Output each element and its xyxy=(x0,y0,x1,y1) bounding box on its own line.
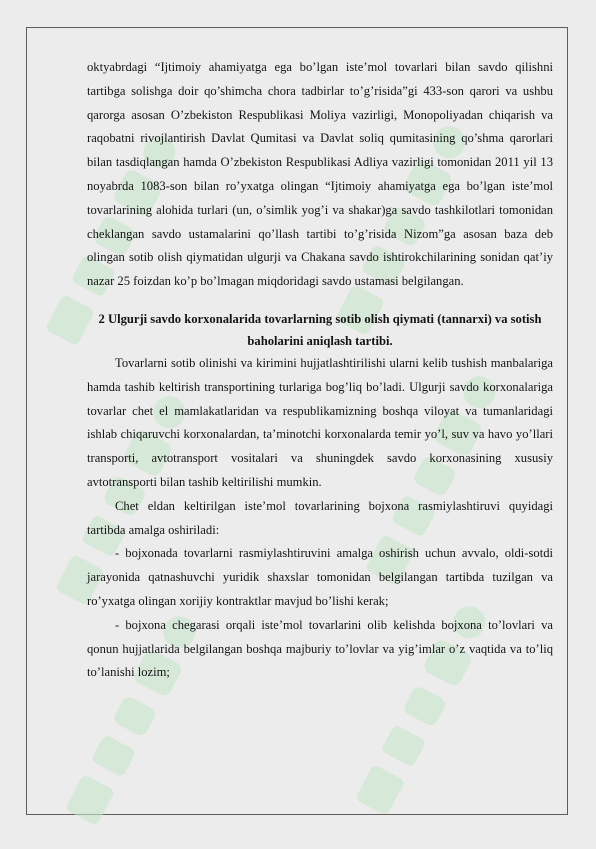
paragraph-1: oktyabrdagi “Ijtimoiy ahamiyatga ega bo’lgan iste’mol tovarlari bilan savdo qilishni tartibga solishga doir qo’shimcha chora tadbirlar to’g’risida”gi 433-son qarori va ushbu qarorga asosan O’zbekiston Respublikasi Moliya vazirligi, Monopoliyadan chiqarish va raqobatni rivojlantirish Davlat Qumitasi va Davlat soliq qumitasining qo’shma qarorlari bilan tasdiqlangan hamda O’zbekiston Respublikasi Adliya vazirligi tomonidan 2011 yil 13 noyabrda 1083-son bilan ro’yxatga olingan “Ijtimoiy ahamiyatga ega bo’lgan iste’mol tovarlarining alohida turlari (un, o’simlik yog’i va shakar)ga savdo tashkilotlari tomonidan cheklangan savdo ustamalarini qo’llash tartibi to’g’risida Nizom”ga asosan baza deb olingan sotib olish qiymatidan ulgurji va Chakana savdo ishtirokchilarining sonidan qat’iy nazar 25 foizdan ko’p bo’lmagan miqdoridagi savdo ustamasi belgilangan. xyxy=(87,60,553,289)
section-heading: 2 Ulgurji savdo korxonalarida tovarlarning sotib olish qiymati (tannarxi) va sotish baholarini aniqlash tartibi. xyxy=(98,311,542,348)
paragraph-4: - bojxonada tovarlarni rasmiylashtiruvini amalga oshirish uchun avvalo, oldi-sotdi jarayonida qatnashuvchi yuridik shaxslar tomonidan belgilangan tartibda tuzilgan va ro’yxatga olingan xorijiy kontraktlar mavjud bo’lishi kerak; xyxy=(87,546,553,608)
document-body xyxy=(87,56,553,685)
paragraph-5: - bojxona chegarasi orqali iste’mol tovarlarini olib kelishda bojxona to’lovlari va qonun hujjatlarida belgilangan boshqa majburiy to’lovlar va yig’imlar o’z vaqtida va to’liq to’lanishi lozim; xyxy=(87,617,553,680)
paragraph-3: Chet eldan keltirilgan iste’mol tovarlarining bojxona rasmiylashtiruvi quyidagi tartibda amalga oshiriladi: xyxy=(87,498,553,537)
paragraph-2: Tovarlarni sotib olinishi va kirimini hujjatlashtirilishi ularni kelib tushish manbalariga hamda tashib keltirish transportining turlariga bog’liq bo’ladi. Ulgurji savdo korxonalariga tovarlar chet el mamlakatlaridan va respublikamizning boshqa viloyat va tumanlaridagi ishlab chiqaruvchi korxonalardan, ta’minotchi korxonalarda temir yo’l, suv va havo yo’llari transporti, avtotransport vositalari va shuningdek savdo korxonasining xususiy avtotransporti bilan tashib keltirilishi mumkin. xyxy=(87,355,553,489)
